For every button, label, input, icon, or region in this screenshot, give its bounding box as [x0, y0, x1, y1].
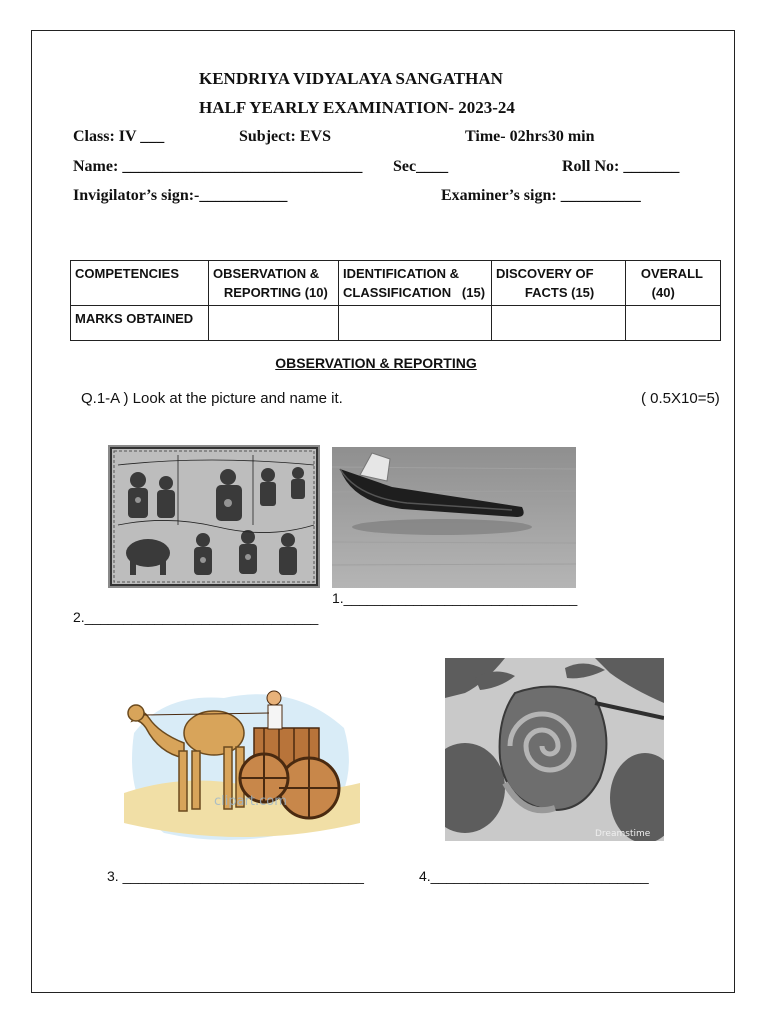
exam-title: HALF YEARLY EXAMINATION- 2023-24	[199, 98, 515, 117]
table-cell: MARKS OBTAINED	[71, 306, 209, 341]
answer-3[interactable]: 3. _______________________________	[107, 868, 364, 884]
answer-1[interactable]: 1.______________________________	[332, 590, 578, 606]
table-row	[71, 306, 721, 341]
answer-2[interactable]: 2.______________________________	[73, 609, 319, 625]
marks-input-cell[interactable]	[626, 306, 721, 341]
hive-watermark: Dreamstime	[595, 829, 651, 839]
canoe-boat-image	[332, 447, 576, 588]
marks-input-cell[interactable]	[339, 306, 492, 341]
examiner-sign-field: Examiner’s sign: __________	[441, 187, 641, 204]
roll-number-field: Roll No: _______	[562, 158, 680, 175]
marks-input-cell[interactable]	[209, 306, 339, 341]
section-title: OBSERVATION & REPORTING	[275, 355, 477, 371]
time-field: Time- 02hrs30 min	[465, 128, 595, 145]
table-cell: IDENTIFICATION & CLASSIFICATION (15)	[339, 261, 492, 306]
question-marks: ( 0.5X10=5)	[641, 390, 720, 407]
table-cell: DISCOVERY OF FACTS (15)	[492, 261, 626, 306]
answer-4[interactable]: 4.____________________________	[419, 868, 649, 884]
invigilator-sign-field: Invigilator’s sign:-___________	[73, 187, 288, 204]
marks-input-cell[interactable]	[492, 306, 626, 341]
org-title: KENDRIYA VIDYALAYA SANGATHAN	[199, 69, 503, 88]
subject-field: Subject: EVS	[239, 128, 332, 145]
table-cell: OVERALL (40)	[626, 261, 721, 306]
section-field: Sec____	[393, 158, 449, 175]
table-cell: OBSERVATION & REPORTING (10)	[209, 261, 339, 306]
table-row	[71, 261, 721, 306]
competency-table	[70, 260, 721, 341]
madhubani-painting-image	[108, 445, 320, 588]
honeybee-hive-image	[445, 658, 664, 841]
class-field: Class: IV ___	[73, 128, 165, 145]
camel-cart-image	[124, 673, 360, 851]
question-text: Q.1-A ) Look at the picture and name it.	[81, 390, 343, 407]
table-cell: COMPETENCIES	[71, 261, 209, 306]
cart-watermark: clipart.com	[214, 794, 287, 809]
name-field: Name: ______________________________	[73, 158, 363, 175]
